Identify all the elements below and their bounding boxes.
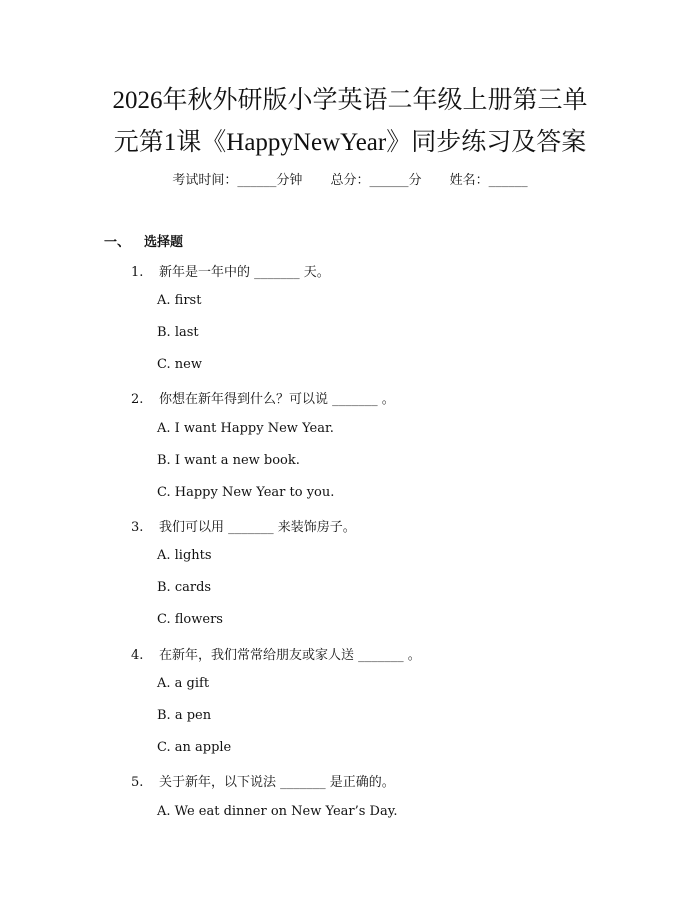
question-1: [131, 261, 330, 280]
section-heading: [104, 231, 183, 250]
question-text: 你想在新年得到什么？可以说 _______ 。: [159, 392, 395, 407]
question-number: 1.: [131, 265, 144, 280]
option-1b: B. last: [157, 325, 199, 340]
question-2: [131, 388, 395, 407]
section-label: 选择题: [144, 235, 184, 250]
option-4a: A. a gift: [157, 676, 210, 691]
option-1a: A. first: [157, 293, 202, 308]
question-text: 新年是一年中的 _______ 天。: [159, 265, 330, 280]
title-line-2: 元第1课《HappyNewYear》同步练习及答案: [113, 129, 587, 156]
title-line-1: 2026年秋外研版小学英语二年级上册第三单: [112, 87, 588, 114]
option-5a: A. We eat dinner on New Year’s Day.: [157, 804, 398, 819]
option-4c: C. an apple: [157, 740, 232, 755]
total-score: 总分：______分: [330, 173, 422, 188]
question-number: 3.: [131, 520, 144, 535]
question-text: 我们可以用 _______ 来装饰房子。: [159, 520, 356, 535]
question-number: 4.: [131, 648, 144, 663]
option-4b: B. a pen: [157, 708, 212, 723]
question-text: 在新年，我们常常给朋友或家人送 _______ 。: [159, 648, 421, 663]
option-2a: A. I want Happy New Year.: [157, 421, 334, 436]
question-number: 5.: [131, 775, 144, 790]
exam-info-bar: [0, 169, 700, 188]
option-3b: B. cards: [157, 580, 212, 595]
option-1c: C. new: [157, 357, 202, 372]
option-3a: A. lights: [157, 548, 212, 563]
question-5: [131, 771, 395, 790]
section-number: 一、: [104, 235, 131, 250]
question-4: [131, 644, 421, 663]
question-number: 2.: [131, 392, 144, 407]
option-3c: C. flowers: [157, 612, 223, 627]
option-2b: B. I want a new book.: [157, 453, 300, 468]
question-text: 关于新年，以下说法 _______ 是正确的。: [159, 775, 395, 790]
student-name: 姓名：______: [449, 173, 528, 188]
question-3: [131, 516, 356, 535]
option-2c: C. Happy New Year to you.: [157, 485, 335, 500]
exam-time: 考试时间：______分钟: [172, 173, 303, 188]
document-title: [0, 80, 700, 164]
